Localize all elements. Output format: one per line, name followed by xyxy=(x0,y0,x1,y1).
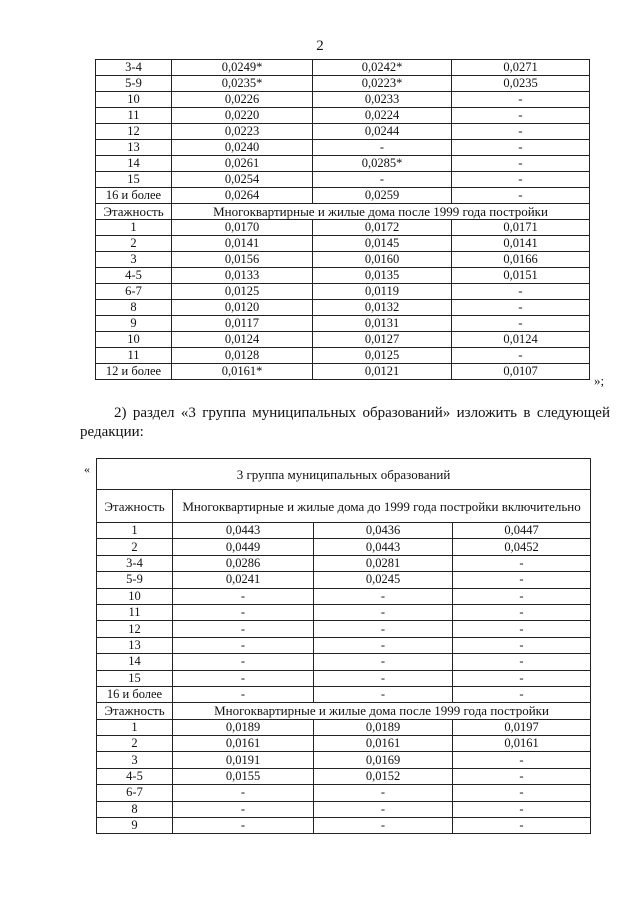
coefficient-cell: 0,0124 xyxy=(172,332,313,348)
table-row xyxy=(97,785,591,801)
amendment-paragraph: 2) раздел «3 группа муниципальных образований» изложить в следующей редакции: xyxy=(80,405,610,440)
coefficient-cell: - xyxy=(452,316,590,332)
floors-cell: 11 xyxy=(96,108,172,124)
table-row xyxy=(96,284,590,300)
coefficient-cell: - xyxy=(453,588,591,604)
coefficient-cell: 0,0189 xyxy=(173,719,314,735)
coefficient-cell: 0,0240 xyxy=(172,140,313,156)
coefficient-cell: - xyxy=(173,588,314,604)
floors-cell: 2 xyxy=(97,539,173,555)
coefficient-cell: 0,0161 xyxy=(173,736,314,752)
coefficient-cell: 0,0443 xyxy=(173,523,314,539)
coefficient-cell: 0,0286 xyxy=(173,555,314,571)
coefficient-cell: - xyxy=(314,621,453,637)
coefficient-cell: 0,0271 xyxy=(452,60,590,76)
coefficient-cell: 0,0223* xyxy=(313,76,452,92)
floors-cell: 8 xyxy=(97,801,173,817)
floors-cell: 16 и более xyxy=(97,686,173,702)
coefficient-cell: 0,0120 xyxy=(172,300,313,316)
floors-cell: 8 xyxy=(96,300,172,316)
floors-cell: 15 xyxy=(97,670,173,686)
coefficient-cell: 0,0447 xyxy=(453,523,591,539)
coefficient-cell: 0,0224 xyxy=(313,108,452,124)
table-row xyxy=(97,555,591,571)
coefficient-cell: 0,0249* xyxy=(172,60,313,76)
coefficient-cell: 0,0166 xyxy=(452,252,590,268)
table-row xyxy=(97,818,591,834)
coefficient-cell: 0,0145 xyxy=(313,236,452,252)
coefficient-cell: 0,0436 xyxy=(314,523,453,539)
floors-cell: 16 и более xyxy=(96,188,172,204)
closing-quote: »; xyxy=(594,373,605,388)
floors-cell: 9 xyxy=(97,818,173,834)
floors-cell: 3 xyxy=(97,752,173,768)
coefficient-cell: - xyxy=(173,785,314,801)
table-row xyxy=(96,332,590,348)
coefficient-cell: 0,0170 xyxy=(172,220,313,236)
coefficient-cell: - xyxy=(173,637,314,653)
coefficient-cell: - xyxy=(314,604,453,620)
floors-cell: 1 xyxy=(97,719,173,735)
section-header: Многоквартирные и жилые дома до 1999 года постройки включительно xyxy=(173,490,591,523)
coefficient-cell: - xyxy=(453,801,591,817)
coefficient-cell: 0,0155 xyxy=(173,768,314,784)
coefficient-cell: - xyxy=(173,818,314,834)
table-title-row xyxy=(97,459,591,490)
table-row xyxy=(96,348,590,364)
coefficient-cell: - xyxy=(314,654,453,670)
coefficient-cell: - xyxy=(453,670,591,686)
coefficient-cell: 0,0254 xyxy=(172,172,313,188)
coefficient-cell: - xyxy=(314,588,453,604)
coefficient-cell: 0,0107 xyxy=(452,364,590,380)
coefficient-cell: - xyxy=(452,348,590,364)
table-row xyxy=(97,539,591,555)
coefficient-cell: - xyxy=(453,818,591,834)
floors-cell: 9 xyxy=(96,316,172,332)
section-header: Многоквартирные и жилые дома после 1999 года постройки xyxy=(172,204,590,220)
coefficient-cell: 0,0220 xyxy=(172,108,313,124)
table-row xyxy=(97,588,591,604)
floors-cell: 3 xyxy=(96,252,172,268)
floors-cell: 6-7 xyxy=(96,284,172,300)
coefficient-cell: - xyxy=(452,108,590,124)
coefficient-cell: 0,0281 xyxy=(314,555,453,571)
coefficient-cell: 0,0133 xyxy=(172,268,313,284)
coefficient-cell: - xyxy=(452,92,590,108)
coefficient-cell: - xyxy=(173,654,314,670)
coefficient-cell: - xyxy=(453,621,591,637)
coefficient-cell: 0,0152 xyxy=(314,768,453,784)
coefficient-cell: - xyxy=(173,670,314,686)
table-row xyxy=(97,523,591,539)
table-row xyxy=(97,670,591,686)
floors-cell: 12 xyxy=(96,124,172,140)
floors-cell: 3-4 xyxy=(97,555,173,571)
floors-cell: 11 xyxy=(96,348,172,364)
coefficient-cell: - xyxy=(452,140,590,156)
table-row xyxy=(97,801,591,817)
floors-cell: 4-5 xyxy=(96,268,172,284)
coefficient-cell: 0,0127 xyxy=(313,332,452,348)
floors-cell: 5-9 xyxy=(97,572,173,588)
table-row xyxy=(97,621,591,637)
coefficient-cell: - xyxy=(453,555,591,571)
table-row xyxy=(97,637,591,653)
coefficient-cell: 0,0161* xyxy=(172,364,313,380)
coefficient-cell: 0,0135 xyxy=(313,268,452,284)
coefficient-cell: - xyxy=(173,621,314,637)
coefficient-cell: - xyxy=(452,124,590,140)
coefficient-cell: - xyxy=(453,686,591,702)
coefficient-cell: - xyxy=(452,156,590,172)
table-row xyxy=(97,752,591,768)
coefficient-cell: - xyxy=(173,604,314,620)
coefficient-cell: - xyxy=(452,172,590,188)
floors-cell: 5-9 xyxy=(96,76,172,92)
table-title: 3 группа муниципальных образований xyxy=(97,459,591,490)
coefficient-cell: 0,0132 xyxy=(313,300,452,316)
table-row xyxy=(96,60,590,76)
table-row xyxy=(96,140,590,156)
coefficient-cell: 0,0131 xyxy=(313,316,452,332)
coefficient-table-group-2 xyxy=(95,59,590,380)
coefficient-cell: - xyxy=(173,801,314,817)
page-number: 2 xyxy=(316,38,324,54)
coefficient-cell: - xyxy=(452,284,590,300)
table-row xyxy=(97,572,591,588)
table-row xyxy=(96,220,590,236)
coefficient-cell: - xyxy=(314,670,453,686)
coefficient-cell: 0,0169 xyxy=(314,752,453,768)
table-row xyxy=(96,300,590,316)
table-row xyxy=(97,686,591,702)
coefficient-cell: 0,0172 xyxy=(313,220,452,236)
floors-cell: 15 xyxy=(96,172,172,188)
table-row xyxy=(96,268,590,284)
coefficient-cell: 0,0261 xyxy=(172,156,313,172)
floors-cell: 4-5 xyxy=(97,768,173,784)
table-row xyxy=(96,252,590,268)
coefficient-cell: 0,0125 xyxy=(172,284,313,300)
floors-column-header: Этажность xyxy=(97,490,173,523)
coefficient-cell: 0,0141 xyxy=(172,236,313,252)
table-row xyxy=(97,604,591,620)
coefficient-cell: 0,0128 xyxy=(172,348,313,364)
section-header-row xyxy=(96,204,590,220)
coefficient-cell: 0,0452 xyxy=(453,539,591,555)
floors-cell: 1 xyxy=(97,523,173,539)
coefficient-cell: 0,0161 xyxy=(314,736,453,752)
coefficient-cell: 0,0189 xyxy=(314,719,453,735)
table-row xyxy=(96,76,590,92)
coefficient-cell: 0,0259 xyxy=(313,188,452,204)
floors-cell: 13 xyxy=(96,140,172,156)
coefficient-cell: - xyxy=(314,801,453,817)
coefficient-cell: 0,0125 xyxy=(313,348,452,364)
coefficient-table-group-3 xyxy=(96,458,591,834)
coefficient-cell: 0,0244 xyxy=(313,124,452,140)
floors-cell: 10 xyxy=(96,92,172,108)
floors-cell: 2 xyxy=(97,736,173,752)
coefficient-cell: 0,0160 xyxy=(313,252,452,268)
table-row xyxy=(97,736,591,752)
floors-cell: 2 xyxy=(96,236,172,252)
coefficient-cell: 0,0119 xyxy=(313,284,452,300)
floors-column-header: Этажность xyxy=(96,204,172,220)
table-row xyxy=(97,768,591,784)
coefficient-cell: - xyxy=(314,686,453,702)
coefficient-cell: 0,0235* xyxy=(172,76,313,92)
coefficient-cell: - xyxy=(314,818,453,834)
floors-cell: 14 xyxy=(97,654,173,670)
table-row xyxy=(97,719,591,735)
coefficient-cell: 0,0117 xyxy=(172,316,313,332)
floors-cell: 10 xyxy=(96,332,172,348)
coefficient-cell: 0,0141 xyxy=(452,236,590,252)
table-row xyxy=(96,316,590,332)
section-header: Многоквартирные и жилые дома после 1999 года постройки xyxy=(173,703,591,719)
coefficient-cell: 0,0121 xyxy=(313,364,452,380)
coefficient-cell: - xyxy=(453,768,591,784)
coefficient-cell: - xyxy=(453,572,591,588)
coefficient-cell: 0,0264 xyxy=(172,188,313,204)
coefficient-cell: 0,0242* xyxy=(313,60,452,76)
floors-cell: 13 xyxy=(97,637,173,653)
table-row xyxy=(96,236,590,252)
coefficient-cell: 0,0245 xyxy=(314,572,453,588)
coefficient-cell: 0,0235 xyxy=(452,76,590,92)
coefficient-cell: 0,0226 xyxy=(172,92,313,108)
table-row xyxy=(96,188,590,204)
coefficient-cell: - xyxy=(314,637,453,653)
coefficient-cell: - xyxy=(313,172,452,188)
table-row xyxy=(96,172,590,188)
floors-cell: 3-4 xyxy=(96,60,172,76)
floors-column-header: Этажность xyxy=(97,703,173,719)
coefficient-cell: - xyxy=(453,654,591,670)
table-row xyxy=(96,108,590,124)
coefficient-cell: - xyxy=(452,300,590,316)
coefficient-cell: 0,0223 xyxy=(172,124,313,140)
coefficient-cell: 0,0161 xyxy=(453,736,591,752)
coefficient-cell: 0,0156 xyxy=(172,252,313,268)
table-row xyxy=(96,156,590,172)
coefficient-cell: 0,0233 xyxy=(313,92,452,108)
table-row xyxy=(96,124,590,140)
floors-cell: 14 xyxy=(96,156,172,172)
coefficient-cell: 0,0171 xyxy=(452,220,590,236)
floors-cell: 6-7 xyxy=(97,785,173,801)
coefficient-cell: 0,0151 xyxy=(452,268,590,284)
floors-cell: 10 xyxy=(97,588,173,604)
coefficient-cell: 0,0449 xyxy=(173,539,314,555)
coefficient-cell: 0,0443 xyxy=(314,539,453,555)
coefficient-cell: - xyxy=(453,604,591,620)
table-row xyxy=(96,92,590,108)
coefficient-cell: 0,0124 xyxy=(452,332,590,348)
floors-cell: 12 и более xyxy=(96,364,172,380)
table-row xyxy=(97,654,591,670)
floors-cell: 12 xyxy=(97,621,173,637)
coefficient-cell: - xyxy=(313,140,452,156)
coefficient-cell: 0,0191 xyxy=(173,752,314,768)
floors-cell: 1 xyxy=(96,220,172,236)
coefficient-cell: 0,0241 xyxy=(173,572,314,588)
coefficient-cell: - xyxy=(453,785,591,801)
table-row xyxy=(96,364,590,380)
floors-cell: 11 xyxy=(97,604,173,620)
coefficient-cell: - xyxy=(453,637,591,653)
coefficient-cell: - xyxy=(453,752,591,768)
coefficient-cell: - xyxy=(314,785,453,801)
coefficient-cell: 0,0197 xyxy=(453,719,591,735)
coefficient-cell: - xyxy=(173,686,314,702)
section-header-row xyxy=(97,703,591,719)
coefficient-cell: - xyxy=(452,188,590,204)
section-header-row xyxy=(97,490,591,523)
opening-quote: « xyxy=(84,462,90,476)
coefficient-cell: 0,0285* xyxy=(313,156,452,172)
